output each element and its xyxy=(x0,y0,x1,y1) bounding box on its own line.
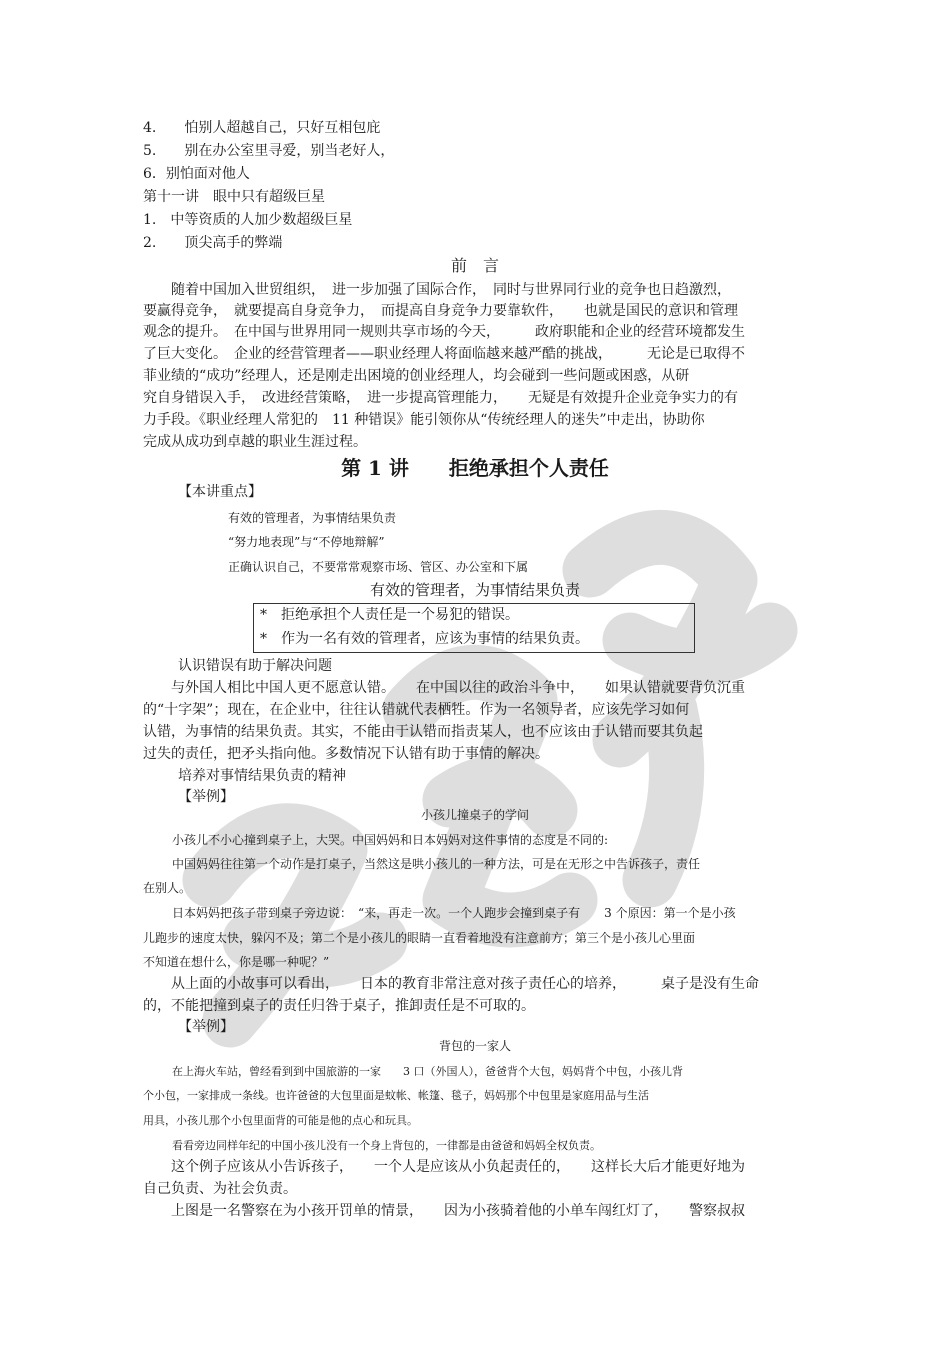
preface-line: 菲业绩的“成功”经理人，还是刚走出困境的创业经理人，均会碰到一些问题或困惑，从研 xyxy=(143,368,690,384)
story-line: 日本妈妈把孩子带到桌子旁边说： “来，再走一次。一个人跑步会撞到桌子有 3 个原因：第一个是小孩 xyxy=(172,906,736,920)
toc-item: 4. 怕别人超越自己，只好互相包庇 xyxy=(143,120,381,136)
body-line: 与外国人相比中国人更不愿意认错。 在中国以往的政治斗争中， 如果认错就要背负沉重 xyxy=(143,680,745,696)
story-line: 儿跑步的速度太快，躲闪不及；第二个是小孩儿的眼睛一直看着地没有注意前方；第三个是小孩儿心里面 xyxy=(143,931,696,945)
body-line: 这个例子应该从小告诉孩子， 一个人是应该从小负起责任的， 这样长大后才能更好地为 xyxy=(143,1159,745,1175)
key-point: 正确认识自己，不要常常观察市场、管区、办公室和下属 xyxy=(228,560,529,574)
story-line: 个小包，一家排成一条线。也许爸爸的大包里面是蚊帐、帐篷、毯子，妈妈那个中包里是家庭用品与生活 xyxy=(143,1089,649,1102)
story-line: 小孩儿不小心撞到桌子上，大哭。中国妈妈和日本妈妈对这件事情的态度是不同的: xyxy=(172,833,609,847)
body-line: 过失的责任，把矛头指向他。多数情况下认错有助于事情的解决。 xyxy=(143,746,549,762)
toc-item: 1. 中等资质的人加少数超级巨星 xyxy=(143,212,353,228)
example-label: 【举例】 xyxy=(178,1019,234,1035)
subheading: 认识错误有助于解决问题 xyxy=(178,658,332,674)
preface-line: 完成从成功到卓越的职业生涯过程。 xyxy=(143,434,367,450)
preface-line: 究自身错误入手， 改进经营策略， 进一步提高管理能力， 无疑是有效提升企业竞争实力的有 xyxy=(143,390,738,406)
preface-line: 要赢得竞争， 就要提高自身竞争力， 而提高自身竞争力要靠软件， 也就是国民的意识和管理 xyxy=(143,303,738,319)
story-line: 在别人。 xyxy=(143,881,192,895)
preface-line: 随着中国加入世贸组织， 进一步加强了国际合作， 同时与世界同行业的竞争也日趋激烈， xyxy=(143,282,731,298)
example-label: 【举例】 xyxy=(178,789,234,805)
key-points-label: 【本讲重点】 xyxy=(178,484,262,500)
box-item: * 作为一名有效的管理者，应该为事情的结果负责。 xyxy=(260,631,589,647)
story-line: 看看旁边同样年纪的中国小孩儿没有一个身上背包的，一律都是由爸爸和妈妈全权负责。 xyxy=(172,1139,601,1152)
body-line: 认错，为事情的结果负责。其实，不能由于认错而指责某人，也不应该由于认错而要其负起 xyxy=(143,724,703,740)
key-point: “努力地表现”与“不停地辩解” xyxy=(228,535,385,549)
body-line: 上图是一名警察在为小孩开罚单的情景， 因为小孩骑着他的小单车闯红灯了， 警察叔叔 xyxy=(143,1203,745,1219)
story-line: 不知道在想什么，你是哪一种呢？” xyxy=(143,955,330,969)
body-line: 的，不能把撞到桌子的责任归咎于桌子，推卸责任是不可取的。 xyxy=(143,998,535,1014)
toc-item: 5. 别在办公室里寻爱，别当老好人， xyxy=(143,143,395,159)
body-line: 的“十字架”；现在，在企业中，往往认错就代表栖牲。作为一名领导者，应该先学习如何 xyxy=(143,702,690,718)
body-line: 从上面的小故事可以看出， 日本的教育非常注意对孩子责任心的培养， 桌子是没有生命 xyxy=(143,976,759,992)
story-title: 小孩儿撞桌子的学问 xyxy=(420,808,529,822)
preface-line: 观念的提升。 在中国与世界用同一规则共享市场的今天， 政府职能和企业的经营环境都发生 xyxy=(143,324,745,340)
toc-item: 第十一讲 眼中只有超级巨星 xyxy=(143,189,325,205)
story-line: 中国妈妈往往第一个动作是打桌子，当然这是哄小孩儿的一种方法，可是在无形之中告诉孩子，责任 xyxy=(172,857,701,871)
preface-title: 前 言 xyxy=(450,256,499,275)
story-title: 背包的一家人 xyxy=(438,1039,511,1053)
body-line: 自己负责、为社会负责。 xyxy=(143,1181,297,1197)
preface-line: 力手段。《职业经理人常犯的 11 种错误》能引领你从“传统经理人的迷失”中走出，协助你 xyxy=(143,412,705,428)
story-line: 用具，小孩儿那个小包里面背的可能是他的点心和玩具。 xyxy=(143,1114,418,1127)
section-title: 有效的管理者，为事情结果负责 xyxy=(369,581,580,599)
lecture-title: 第 1 讲 拒绝承担个人责任 xyxy=(341,456,609,480)
toc-item: 6．别怕面对他人 xyxy=(143,166,250,182)
preface-line: 了巨大变化。 企业的经营管理者——职业经理人将面临越来越严酷的挑战， 无论是已取得不 xyxy=(143,346,745,362)
toc-item: 2. 顶尖高手的弊端 xyxy=(143,235,283,251)
story-line: 在上海火车站，曾经看到到中国旅游的一家 3 口（外国人），爸爸背个大包，妈妈背个中包，小孩儿背 xyxy=(172,1065,683,1078)
box-item: * 拒绝承担个人责任是一个易犯的错误。 xyxy=(260,607,519,623)
key-point: 有效的管理者，为事情结果负责 xyxy=(228,511,397,525)
subheading: 培养对事情结果负责的精神 xyxy=(178,768,346,784)
